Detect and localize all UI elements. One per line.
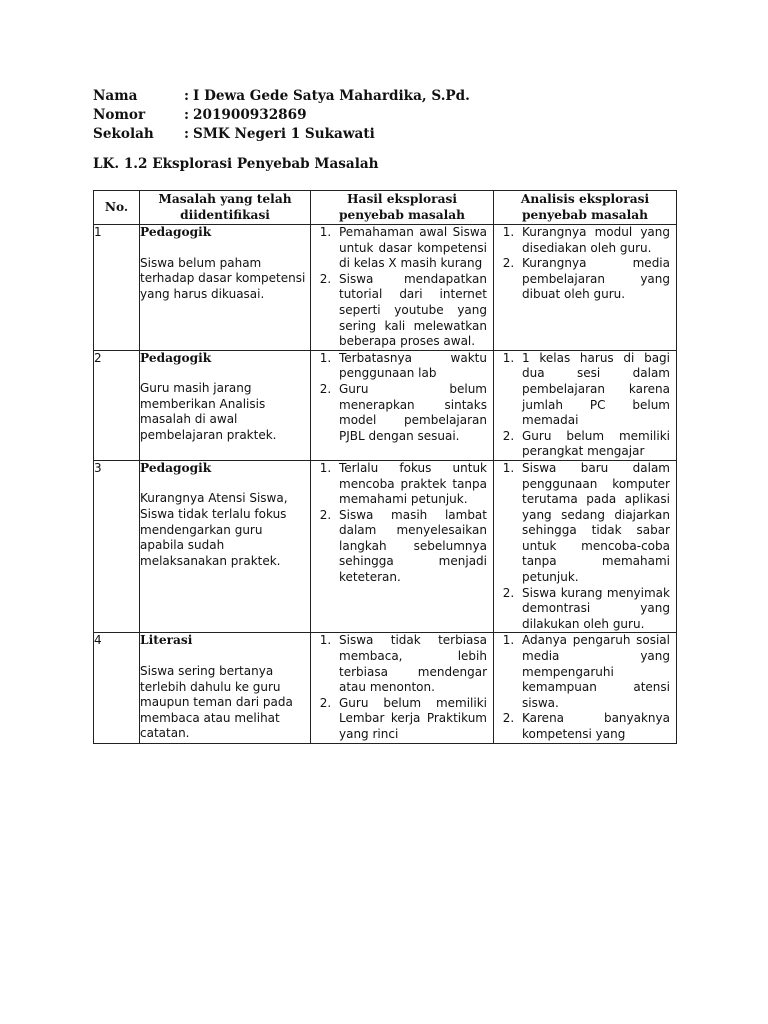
hasil-item: 2. Guru belum menerapkan sintaks model pembelajaran PJBL dengan sesuai. bbox=[335, 382, 487, 444]
hasil-item: 2. Siswa masih lambat dalam menyelesaikan langkah sebelumnya sehingga menjadi keteteran. bbox=[335, 508, 487, 586]
analisis-item: 1. Adanya pengaruh sosial media yang mempengaruhi kemampuan atensi siswa. bbox=[518, 633, 670, 711]
hasil-list bbox=[311, 461, 493, 586]
problem-cell bbox=[140, 633, 311, 743]
school-row bbox=[93, 125, 470, 144]
table-row bbox=[94, 225, 677, 351]
table-row bbox=[94, 350, 677, 460]
hasil-cell bbox=[311, 460, 494, 633]
header-masalah: Masalah yang telah diidentifikasi bbox=[140, 191, 311, 225]
name-separator: : bbox=[184, 88, 190, 104]
analisis-item: 1. Kurangnya modul yang disediakan oleh guru. bbox=[518, 225, 670, 256]
hasil-list bbox=[311, 633, 493, 742]
number-label: Nomor bbox=[93, 107, 146, 123]
row-number: 4 bbox=[94, 633, 140, 743]
school-label: Sekolah bbox=[93, 126, 154, 142]
analisis-list bbox=[494, 461, 676, 633]
problem-cell bbox=[140, 460, 311, 633]
analisis-item: 1. Siswa baru dalam penggunaan komputer terutama pada aplikasi yang sedang diajarkan sehingga tidak sabar untuk mencoba-coba tanpa memahami petunjuk. bbox=[518, 461, 670, 586]
analisis-item: 2. Siswa kurang menyimak demontrasi yang dilakukan oleh guru. bbox=[518, 586, 670, 633]
problem-description: Siswa belum paham terhadap dasar kompetensi yang harus dikuasai. bbox=[140, 255, 306, 301]
number-value: 201900932869 bbox=[193, 107, 307, 123]
row-number: 2 bbox=[94, 350, 140, 460]
name-label: Nama bbox=[93, 88, 138, 104]
analisis-cell bbox=[494, 350, 677, 460]
analisis-item: 2. Karena banyaknya kompetensi yang bbox=[518, 711, 670, 742]
analisis-item: 2. Guru belum memiliki perangkat mengajar bbox=[518, 429, 670, 460]
problem-cell bbox=[140, 225, 311, 351]
document-title: LK. 1.2 Eksplorasi Penyebab Masalah bbox=[93, 156, 379, 172]
row-number: 1 bbox=[94, 225, 140, 351]
problem-description: Kurangnya Atensi Siswa, Siswa tidak terlalu fokus mendengarkan guru apabila sudah melaksanakan praktek. bbox=[140, 491, 288, 568]
school-value: SMK Negeri 1 Sukawati bbox=[193, 126, 375, 142]
problem-description: Siswa sering bertanya terlebih dahulu ke guru maupun teman dari pada membaca atau melihat catatan. bbox=[140, 663, 293, 741]
hasil-item: 2. Guru belum memiliki Lembar kerja Praktikum yang rinci bbox=[335, 696, 487, 743]
table-row bbox=[94, 460, 677, 633]
row-number: 3 bbox=[94, 460, 140, 633]
hasil-item: 1. Pemahaman awal Siswa untuk dasar kompetensi di kelas X masih kurang bbox=[335, 225, 487, 272]
analisis-list bbox=[494, 633, 676, 742]
identity-block bbox=[93, 87, 470, 144]
hasil-cell bbox=[311, 225, 494, 351]
problem-category: Pedagogik bbox=[140, 225, 212, 239]
analisis-cell bbox=[494, 460, 677, 633]
header-hasil: Hasil eksplorasi penyebab masalah bbox=[311, 191, 494, 225]
header-no: No. bbox=[94, 191, 140, 225]
analisis-list bbox=[494, 225, 676, 303]
hasil-item: 1. Terlalu fokus untuk mencoba praktek tanpa memahami petunjuk. bbox=[335, 461, 487, 508]
problem-category: Pedagogik bbox=[140, 460, 212, 475]
school-separator: : bbox=[184, 126, 190, 142]
name-value: I Dewa Gede Satya Mahardika, S.Pd. bbox=[193, 88, 470, 104]
analisis-item: 1. 1 kelas harus di bagi dua sesi dalam pembelajaran karena jumlah PC belum memadai bbox=[518, 351, 670, 429]
hasil-list bbox=[311, 351, 493, 445]
table-header-row bbox=[94, 191, 677, 225]
hasil-cell bbox=[311, 633, 494, 743]
hasil-list bbox=[311, 225, 493, 350]
number-row bbox=[93, 106, 470, 125]
problem-cell bbox=[140, 350, 311, 460]
number-separator: : bbox=[184, 107, 190, 123]
analisis-item: 2. Kurangnya media pembelajaran yang dibuat oleh guru. bbox=[518, 256, 670, 303]
problem-category: Literasi bbox=[140, 633, 193, 648]
analisis-cell bbox=[494, 225, 677, 351]
hasil-item: 2. Siswa mendapatkan tutorial dari internet seperti youtube yang sering kali melewatkan beberapa proses awal. bbox=[335, 272, 487, 350]
hasil-item: 1. Siswa tidak terbiasa membaca, lebih terbiasa mendengar atau menonton. bbox=[335, 633, 487, 695]
header-analisis: Analisis eksplorasi penyebab masalah bbox=[494, 191, 677, 225]
hasil-item: 1. Terbatasnya waktu penggunaan lab bbox=[335, 351, 487, 382]
name-row bbox=[93, 87, 470, 106]
problem-description: Guru masih jarang memberikan Analisis masalah di awal pembelajaran praktek. bbox=[140, 381, 277, 443]
hasil-cell bbox=[311, 350, 494, 460]
table-row bbox=[94, 633, 677, 743]
problem-exploration-table bbox=[93, 190, 677, 744]
analisis-list bbox=[494, 351, 676, 460]
analisis-cell bbox=[494, 633, 677, 743]
problem-category: Pedagogik bbox=[140, 350, 212, 365]
